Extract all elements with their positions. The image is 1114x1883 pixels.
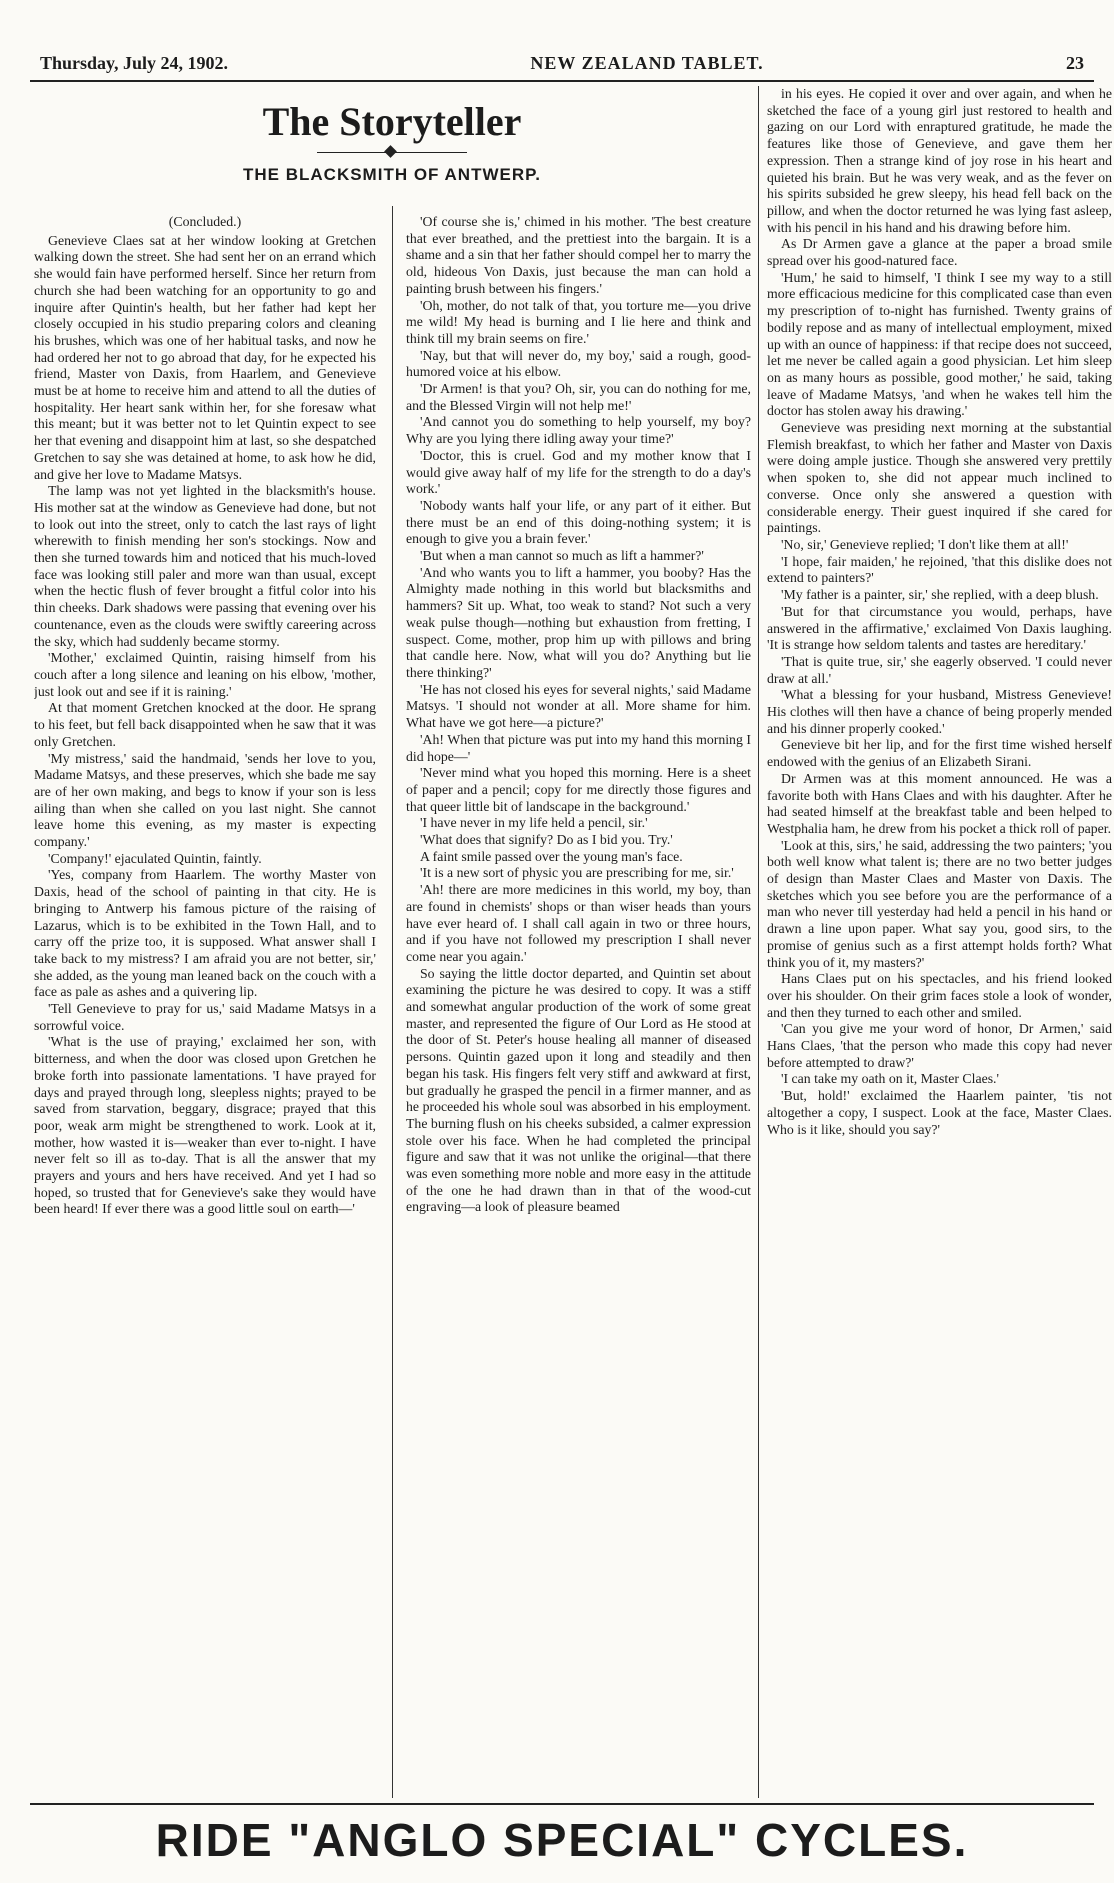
paragraph: 'That is quite true, sir,' she eagerly observed. 'I could never draw at all.' [767,653,1112,686]
column-rule [392,206,393,1798]
paragraph: Hans Claes put on his spectacles, and his friend looked over his shoulder. On their grim faces stole a look of wonder, and then they turned to each other and smiled. [767,971,1112,1020]
paragraph: A faint smile passed over the young man's face. [420,848,683,864]
paragraph: 'My father is a painter, sir,' she replied, with a deep blush. [781,587,1099,603]
column-2-text [406,214,751,1216]
paragraph: 'He has not closed his eyes for several nights,' said Madame Matsys. 'I should not wonder at all. More shame for him. What have we got here—a picture?' [406,681,751,731]
paragraph: 'Ah! When that picture was put into my hand this morning I did hope—' [406,731,751,764]
masthead: NEW ZEALAND TABLET. [530,53,764,73]
paragraph: 'My mistress,' said the handmaid, 'sends her love to you, Madame Matsys, and these preserves, which she bade me say are of her own making, and begs to know if your son is less ailing than when she called on you last night. She cannot leave home this evening, as my master is expecting company.' [34,750,376,850]
paragraph: 'What does that signify? Do as I bid you. Try.' [420,832,673,848]
column-3 [767,86,1112,1798]
paragraph: 'I hope, fair maiden,' he rejoined, 'that this dislike does not extend to painters?' [767,553,1112,586]
paragraph: 'No, sir,' Genevieve replied; 'I don't like them at all!' [781,536,1069,552]
paragraph: 'Company!' ejaculated Quintin, faintly. [48,850,262,866]
paragraph: 'Never mind what you hoped this morning. Here is a sheet of paper and a pencil; copy for me directly those figures and that queer little bit of landscape in the background.' [406,765,751,814]
column-rule [758,86,759,1798]
paragraph: 'Hum,' he said to himself, 'I think I see my way to a still more efficacious medicine for this complicated case than even my prescription of to-night has furnished. Twenty grains of bodily repose and as many of intellectual employment, mixed up with an ounce of happiness: if that recipe does not succeed, let me never be called again a good physician. Let him sleep on as many hours as possible, good mother,' he said, taking leave of Madame Matsys, 'and when he wakes tell him the doctor has stolen away his drawing.' [767,269,1112,419]
paragraph: 'Nobody wants half your life, or any part of it either. But there must be an end of this doing-nothing system; it is enough to give you a brain fever.' [406,497,751,547]
column-1-text [34,233,376,1218]
paragraph: 'Can you give me your word of honor, Dr Armen,' said Hans Claes, 'that the person who made this copy had never before attempted to draw?' [767,1021,1112,1070]
paragraph: So saying the little doctor departed, and Quintin set about examining the picture he was desired to copy. It was a stiff and somewhat angular production of the work of some great master, and represented the figure of Our Lord as He stood at the door of St. Peter's house healing all manner of diseased persons. Quintin gazed upon it long and steadily and then began his task. His fingers felt very stiff and awkward at first, but gradually he grasped the pencil in a firmer manner, and as he proceeded his whole soul was absorbed in his employment. The burning flush on his cheeks subsided, a calmer expression stole over his face. When he had completed the principal figure and saw that it was not unlike the original—that there was even something more noble and more easy in the attitude of the one he had drawn than in that of the wood-cut engraving—a look of pleasure beamed [406,965,751,1215]
paragraph: 'Yes, company from Haarlem. The worthy Master von Daxis, head of the school of painting in that city. He is bringing to Antwerp his famous picture of the raising of Lazarus, which is to be exhibited in the Town Hall, and to carry off the prize too, it is supposed. What answer shall I take back to my mistress? I am afraid you are not better, sir,' she added, as the young man leaned back on the couch with a face as pale as ashes and a quivering lip. [34,867,376,1000]
paragraph: 'It is a new sort of physic you are prescribing for me, sir.' [420,865,734,881]
page-number: 23 [1065,53,1084,73]
paragraph: 'I can take my oath on it, Master Claes.' [781,1071,999,1087]
paragraph: 'Doctor, this is cruel. God and my mother know that I would give away half of my life for the strength to do a day's work.' [406,447,751,497]
page-header [40,30,1084,74]
paragraph: As Dr Armen gave a glance at the paper a broad smile spread over his good-natured face. [767,236,1112,269]
column-2 [406,214,751,1798]
paragraph: 'Of course she is,' chimed in his mother. 'The best creature that ever breathed, and the prettiest into the bargain. It is a shame and a sin that her father should compel her to marry the old, hideous Von Daxis, just because the man can hold a painting brush between his fingers.' [406,214,751,296]
paragraph: 'Dr Armen! is that you? Oh, sir, you can do nothing for me, and the Blessed Virgin will not help me!' [406,381,751,413]
paragraph: 'What a blessing for your husband, Mistress Genevieve! His clothes will then have a chance of being properly mended and his dinner properly cooked.' [767,687,1112,736]
paragraph: 'Look at this, sirs,' he said, addressing the two painters; 'you both well know what talent is; there are no two better judges of design than Master Claes and Master von Daxis. The sketches which you see before you are the performance of a man who never till yesterday had held a pencil in his hand or drawn a line upon paper. What say you, good sirs, to the promise of genius such as a first attempt holds forth? What think you of it, my masters?' [767,837,1112,970]
concluded-note: (Concluded.) [168,214,242,229]
paragraph: At that moment Gretchen knocked at the door. He sprang to his feet, but fell back disappointed when he saw that it was only Gretchen. [34,700,376,749]
paragraph: 'Ah! there are more medicines in this world, my boy, than are found in chemists' shops or than wiser heads than yours have ever heard of. I shall call again in two or three hours, and if you have not followed my prescription I shall never come near you again.' [406,882,751,964]
column-3-text [767,86,1112,1138]
paragraph: Genevieve bit her lip, and for the first time wished herself endowed with the genius of an Elizabeth Sirani. [767,737,1112,770]
issue-date: Thursday, July 24, 1902. [40,53,229,73]
paragraph: 'Nay, but that will never do, my boy,' said a rough, good-humored voice at his elbow. [406,347,751,380]
header-rule [30,80,1094,82]
ornament-divider [317,147,467,157]
paragraph: Genevieve Claes sat at her window looking at Gretchen walking down the street. She had sent her on an errand which she would fain have performed herself. Since her return from church she had been watching for an opportunity to go and inquire after Quintin's health, but her father had kept her closely occupied in his studio preparing colors and cleaning his brushes, which was one of her habitual tasks, and now he had ordered her not to go abroad that day, for he expected his friend, Master von Daxis, from Haarlem, and Genevieve must be at home to receive him and attend to all the duties of hospitality. Her heart sank within her, for she foresaw what this meant; but it was better not to let Quintin expect to see her that evening and disappoint him at last, so she despatched Gretchen to say she was detained at home, to ask how he did, and give her love to Madame Matsys. [34,232,376,482]
paragraph: 'But, hold!' exclaimed the Haarlem painter, 'tis not altogether a copy, I suspect. Look at the face, Master Claes. Who is it like, should you say?' [767,1088,1112,1137]
paragraph: 'Oh, mother, do not talk of that, you torture me—you drive me wild! My head is burning and I lie here and think and think till my brain seems on fire.' [406,297,751,346]
title-block [34,86,750,201]
paragraph: 'Mother,' exclaimed Quintin, raising himself from his couch after a long silence and leaning on his elbow, 'mother, just look out and see if it is raining.' [34,650,376,699]
paragraph: 'And cannot you do something to help yourself, my boy? Why are you lying there idling away your time?' [406,414,751,447]
paragraph: 'Tell Genevieve to pray for us,' said Madame Matsys in a sorrowful voice. [34,1001,376,1033]
column-1 [34,214,376,1798]
paragraph: Genevieve was presiding next morning at the substantial Flemish breakfast, to which her father and Master von Daxis were doing ample justice. Though she answered very prettily when spoken to, she did not appear much inclined to converse. Once only she answered a question with considerable energy. Their guest inquired if she cared for paintings. [767,420,1112,536]
paragraph: in his eyes. He copied it over and over again, and when he sketched the face of a young girl just restored to health and gazing on our Lord with enraptured gratitude, he made the features like those of Genevieve, and gave them her expression. Then a strange kind of joy rose in his heart and quieted his brain. But he was very weak, and as the fever on his spirits subsided he grew sleepy, his head fell back on the pillow, and when the doctor returned he was lying fast asleep, with his pencil in his hand and his drawing before him. [767,86,1112,235]
paragraph: 'But when a man cannot so much as lift a hammer?' [420,548,704,564]
paragraph: 'What is the use of praying,' exclaimed her son, with bitterness, and when the door was closed upon Gretchen he broke forth into passionate lamentations. 'I have prayed for days and prayed through long, sleepless nights; prayed to be saved from starvation, beggary, disgrace; prayed that this poor, weak arm might be strengthened to work. Look at it, mother, how wasted it is—weaker than ever to-night. I have never felt so ill as to-day. That is all the answer that my prayers and yours and hers have received. And yet I had so hoped, so trusted that for Genevieve's sake they would have been heard! If ever there was a good little soul on earth—' [34,1034,376,1217]
section-title: The Storyteller [262,99,522,144]
article-body [34,86,1112,1798]
paragraph: Dr Armen was at this moment announced. He was a favorite both with Hans Claes and with his daughter. After he had seated himself at the breakfast table and been helped to Westphalia ham, he drew from his pocket a thick roll of paper. [767,770,1112,836]
footer-rule [30,1803,1094,1805]
advertisement-banner: RIDE "ANGLO SPECIAL" CYCLES. [155,1814,969,1866]
paragraph: 'And who wants you to lift a hammer, you booby? Has the Almighty made nothing in this world but blacksmiths and hammers? Sit up. What, too weak to stand? Not such a very weak pulse though—nothing but exhaustion from fretting, I suspect. Come, mother, prop him up with pillows and bring that candle here. Now, what will you do? Anything but lie there thinking?' [406,564,751,680]
paragraph: 'I have never in my life held a pencil, sir.' [420,815,648,831]
paragraph: The lamp was not yet lighted in the blacksmith's house. His mother sat at the window as Genevieve had done, but not to look out into the street, only to catch the last rays of light wherewith to finish mending her son's stockings. Now and then she turned towards him and noticed that his much-loved face was looking still paler and more wan than usual, except when the hectic flush of fever brought a fitful color into his thin cheeks. Dark shadows were passing that evening over his countenance, even as the clouds were swiftly careering across the sky, which had suddenly became stormy. [34,483,376,649]
story-title: THE BLACKSMITH OF ANTWERP. [243,165,541,184]
paragraph: 'But for that circumstance you would, perhaps, have answered in the affirmative,' exclaimed Von Daxis laughing. 'It is strange how seldom talents and tastes are hereditary.' [767,603,1112,653]
